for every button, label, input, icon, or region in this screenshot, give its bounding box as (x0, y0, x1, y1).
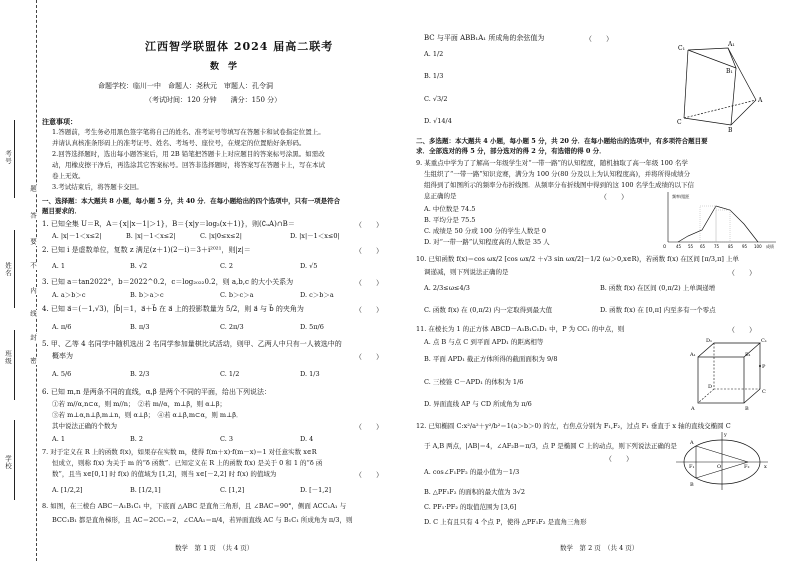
option: A. 2/3≤ω≤4/3 (424, 284, 470, 292)
question-5-stem: 5. 甲、乙等 4 名同学中随机选出 2 名同学参加量棋比试活动，则甲、乙两人中只有一人被选中的 (42, 340, 342, 348)
binding-char: 线 (29, 310, 37, 318)
notes-line: 并请认真核准条形码上的准考证号、姓名、考场号、座位号，在规定的位置贴好条形码。 (52, 139, 306, 147)
binding-char: 要 (29, 238, 37, 246)
answer-paren: （ ） (600, 193, 628, 201)
option: D. 对“一带一路”认知程度高的人数是 35 人 (424, 238, 550, 246)
answer-paren: （ ） (355, 279, 383, 287)
answer-paren: （ ） (355, 423, 383, 431)
question-4-stem: 4. 已知 a⃗＝(－1,√3)，|b⃗|＝1，a⃗＋b⃗ 在 a⃗ 上的投影数量为 5/2，则 a⃗ 与 b⃗ 的夹角为 (42, 305, 304, 313)
option: D. 4 (300, 435, 314, 443)
question-8-stem: 8. 如图，在三棱台 ABC－A₁B₁C₁ 中，下底面 △ABC 是直角三角形，且 ∠BAC＝90°，侧面 ACC₁A₁ 与 (42, 502, 347, 510)
fig-label: B (690, 482, 694, 488)
notes-line: 动，用橡皮擦干净后，再选涂其它答案标号。回答非选择题时，将答案写在答题卡上，写在本试 (52, 161, 325, 169)
option: D. 1/3 (300, 370, 320, 378)
answer-paren: （ ） (355, 247, 383, 255)
option: C. b＞c＞a (220, 291, 254, 299)
question-9-stem-cont: 组得到了如图所示的频率分布折线图．从频率分布折线图中得到的这 100 名学生成绩的以下信 (424, 181, 695, 189)
binding-underline-1 (14, 120, 15, 198)
binding-underline-3 (14, 330, 15, 400)
chart-tick: 75 (714, 244, 720, 249)
fig-label: O (717, 464, 722, 470)
option: B. |x|－1＜x≤2| (126, 232, 176, 240)
option: B. 2/3 (130, 370, 150, 378)
frequency-polygon-chart (660, 190, 780, 250)
option: C. 2 (220, 262, 234, 270)
answer-paren: （ ） (728, 326, 756, 334)
fig-label: B₁ (726, 68, 733, 75)
option: C. 函数 f(x) 在 (0,π/2) 内一定取得到最大值 (424, 306, 553, 314)
option: C. 3 (220, 435, 234, 443)
question-6-sub: ③若 m⊥α,n⊥β,m⊥n，则 α⊥β； ④若 α⊥β,m⊂α，则 m⊥β． (52, 411, 243, 419)
binding-char: 题 (29, 185, 37, 193)
notes-line: 1.答题前，考生务必用黑色签字笔将自己的姓名、准考证号等填写在答题卡和试卷指定位置上。 (52, 128, 325, 136)
answer-paren: （ ） (355, 306, 383, 314)
option: A. 1 (52, 435, 65, 443)
option: D. C 上有且只有 4 个点 P，使得 △PF₁F₂ 是直角三角形 (424, 518, 587, 526)
answer-paren: （ ） (355, 353, 383, 361)
question-12-stem-cont: 于 A,B 两点，|AB|＝4，∠AF₂B＝π/3，点 P 是椭圆 C 上的动点，则下列说法正确的是 (424, 442, 677, 450)
fig-label: F₁ (689, 464, 695, 470)
answer-paren: （ ） (355, 471, 383, 479)
subject-title: 数 学 (210, 62, 238, 72)
binding-label-exam-no: 考号 (4, 150, 12, 165)
footer-right: 数学 第 2 页 （共 4 页） (560, 544, 639, 552)
option: B. √2 (130, 262, 148, 270)
question-5-stem-cont: 概率为 (52, 352, 73, 360)
footer-left: 数学 第 1 页 （共 4 页） (175, 544, 254, 552)
option: C. PF₁·PF₂ 的取值范围为 [3,6] (424, 503, 517, 511)
fig-label: A (691, 406, 695, 412)
question-8-stem-cont: BCC₁B₁ 都是直角梯形，且 AC＝2CC₁＝2，∠CAA₁＝π/4，若异面直线 AC 与 B₁C₁ 所成角为 π/3，则 (52, 516, 353, 524)
notes-line: 卷上无效。 (52, 172, 85, 180)
chart-tick: O (663, 244, 667, 249)
fig-label: y (724, 432, 727, 438)
question-1-stem: 1. 已知全集 U＝R，A＝{x||x－1|＞1}，B＝{x|y＝log₂(x＋1)}，则(∁ᵤA)∩B＝ (42, 220, 295, 228)
question-10-stem: 10. 已知函数 f(x)＝cos ωx/2 [cos ωx/2 ＋√3 sin ωx/2]－1/2 (ω＞0,x∈R)，若函数 f(x) 在区间 [π/3,π] 上单 (416, 255, 740, 263)
fig-label: A₁ (728, 41, 735, 48)
fig-label: B (728, 127, 733, 134)
question-11-stem: 11. 在棱长为 1 的正方体 ABCD－A₁B₁C₁D₁ 中，P 为 CC₁ 的中点，则 (416, 325, 625, 333)
fig-label: x (764, 464, 767, 470)
exam-authors: 命题学校：临川一中 命题人：尧秋元 审题人：孔令洞 (98, 82, 273, 90)
chart-xlabel: 成绩 (766, 244, 774, 249)
option: D. √14/4 (424, 117, 452, 125)
option: B. 平均分是 75.5 (424, 216, 476, 224)
answer-paren: （ ） (605, 455, 633, 463)
answer-paren: （ ） (585, 35, 613, 43)
option: C. |x|0≤x≤2| (200, 232, 242, 240)
binding-label-class: 班级 (4, 350, 12, 365)
chart-tick: 45 (676, 244, 682, 249)
fig-label: F₂ (744, 464, 750, 470)
fig-label: B (745, 406, 749, 412)
option: B. 平面 APD₁ 截正方体所得的截面面积为 9/8 (424, 355, 558, 363)
option: A. [1/2,2] (52, 486, 83, 494)
option: C. 三棱锥 C－APD₁ 的体积为 1/6 (424, 378, 524, 386)
notes-heading: 注意事项： (42, 117, 77, 126)
exam-info: （考试时间：120 分钟 满分：150 分） (145, 96, 282, 104)
fig-label: C (677, 119, 682, 126)
option: B. π/3 (130, 323, 150, 331)
chart-tick: 95 (742, 244, 748, 249)
option: D. √5 (300, 262, 318, 270)
section2-heading-cont: 求．全部选对的得 5 分，部分选对的得 2 分，有选错的得 0 分． (416, 147, 606, 155)
option: B. 2 (130, 435, 144, 443)
fig-label: C₁ (761, 338, 767, 344)
binding-label-name: 姓名 (4, 262, 12, 277)
option: A. 1/2 (424, 50, 444, 58)
option: D. 5π/6 (300, 323, 324, 331)
binding-char: 密 (29, 357, 37, 365)
chart-tick: 100 (754, 244, 762, 249)
frustum-figure (676, 40, 776, 134)
fig-label: D (708, 384, 713, 390)
chart-tick: 85 (728, 244, 734, 249)
option: D. c＞b＞a (300, 291, 334, 299)
binding-char: 不 (29, 262, 37, 270)
question-9-stem-cont: 生组织了“一带一路”知识竞赛，满分为 100 分(80 分及以上为认知程度高)，并将所得成绩分 (424, 170, 691, 178)
binding-dashed-line (36, 0, 37, 561)
question-8-cont: BC 与平面 ABB₁A₁ 所成角的余弦值为 (424, 34, 545, 42)
option: B. 1/3 (424, 72, 444, 80)
option: D. 异面直线 AP 与 CD 所成角为 π/6 (424, 400, 532, 408)
section1-heading: 一、选择题：本大题共 8 小题，每小题 5 分，共 40 分．在每小题给出的四个选项中，只有一项是符合 (42, 197, 341, 205)
question-9-stem: 9. 某重点中学为了了解高一年级学生对“一带一路”的认知程度，随机抽取了高一年级 100 名学 (416, 159, 688, 167)
question-9-stem-cont: 息正确的是 (424, 192, 457, 200)
question-6-sub: ①若 m//α,n⊂α，则 m//n； ②若 m//α，m⊥β，则 α⊥β； (52, 400, 226, 408)
option: A. π/6 (52, 323, 72, 331)
option: D. |x|－1＜x≤0| (290, 232, 340, 240)
binding-char: 封 (29, 334, 37, 342)
binding-label-school: 学校 (4, 455, 12, 470)
option: C. √3/2 (424, 95, 448, 103)
option: A. 中位数是 74.5 (424, 205, 476, 213)
ellipse-figure (672, 430, 772, 492)
question-3-stem: 3. 已知 a＝tan2022°，b＝2022^0.2，c＝log₂₀₂₂0.2，则 a,b,c 的大小关系为 (42, 278, 294, 286)
option: C. 成绩是 50 分或 100 分的学生人数是 0 (424, 227, 547, 235)
option: A. |x|－1＜x≤2| (52, 232, 102, 240)
option: B. 函数 f(x) 在区间 (0,π/2) 上单调递增 (600, 284, 716, 292)
chart-tick: 55 (688, 244, 694, 249)
option: A. 点 B 与点 C 到平面 APD₁ 的距离相等 (424, 338, 544, 346)
fig-label: B₁ (745, 352, 751, 358)
notes-line: 3.考试结束后，将答题卡交回。 (52, 183, 143, 191)
option: B. △PF₁F₂ 的面积的最大值为 3√2 (424, 488, 526, 496)
question-12-stem: 12. 已知椭圆 C:x²/a²＋y²/b²＝1(a＞b＞0) 的左，右焦点分别为 F₁,F₂，过点 F₁ 垂直于 x 轴的直线交椭圆 C (416, 422, 731, 430)
option: A. cos∠F₁PF₂ 的最小值为－1/3 (424, 468, 520, 476)
section1-heading-cont: 题目要求的． (42, 207, 81, 215)
option: C. 2π/3 (220, 323, 244, 331)
option: B. b＞a＞c (130, 291, 164, 299)
cube-figure (690, 335, 770, 415)
option: A. 1 (52, 262, 65, 270)
question-10-stem-cont: 调递减，则下列说法正确的是 (424, 268, 509, 276)
answer-paren: （ ） (355, 221, 383, 229)
exam-title: 江西智学联盟体 2024 届高二联考 (145, 40, 334, 53)
question-7-stem-cont: 数”，且当 x∈[0,1] 时 f(x) 的值域为 [1,2]，则当 x∈[－2,2] 时 f(x) 的值域为 (52, 470, 277, 478)
question-6-sub: 其中说法正确的个数为 (52, 422, 117, 430)
option: C. [1,2] (220, 486, 245, 494)
chart-tick: 65 (700, 244, 706, 249)
binding-char: 内 (29, 287, 37, 295)
binding-underline-4 (14, 420, 15, 500)
chart-ylabel: 频率/组距 (672, 194, 690, 199)
option: C. 1/2 (220, 370, 240, 378)
answer-paren: （ ） (728, 269, 756, 277)
fig-label: A (690, 440, 694, 446)
binding-underline-2 (14, 230, 15, 308)
fig-label: C₁ (678, 45, 685, 52)
question-2-stem: 2. 已知 i 是虚数单位，复数 z 满足(z＋1)(2－i)＝3＋i²⁰²¹，则|z|＝ (42, 246, 251, 254)
question-6-stem: 6. 已知 m,n 是两条不同的直线，α,β 是两个不同的平面，给出下列说法： (42, 388, 271, 396)
fig-label: C (762, 389, 766, 395)
notes-line: 2.回答选择题时，选出每小题答案后，用 2B 铅笔把答题卡上对应题目的答案标号涂黑。如需改 (52, 150, 325, 158)
fig-label: P (762, 364, 766, 370)
fig-label: A₁ (690, 352, 696, 358)
section2-heading: 二、多选题：本大题共 4 小题，每小题 5 分，共 20 分．在每小题给出的选项中，有多项符合题目要 (416, 137, 708, 145)
question-7-stem: 7. 对于定义在 R 上的函数 f(x)，如果存在实数 m，使得 f(m＋x)·f(m－x)＝1 对任意实数 x∈R (42, 448, 317, 456)
fig-label: D₁ (706, 338, 713, 344)
option: D. 函数 f(x) 在 [0,π] 内至多有一个零点 (600, 306, 716, 314)
question-7-stem-cont: 恒成立，则称 f(x) 为关于 m 的“δ 函数”．已知定义在 R 上的函数 f(x) 是关于 0 和 1 的“δ 函 (52, 459, 323, 467)
binding-char: 答 (29, 212, 37, 220)
option: D. [－1,2] (300, 486, 332, 494)
option: A. 5/6 (52, 370, 72, 378)
option: A. a＞b＞c (52, 291, 86, 299)
option: B. [1/2,1] (130, 486, 161, 494)
fig-label: A (758, 97, 763, 104)
